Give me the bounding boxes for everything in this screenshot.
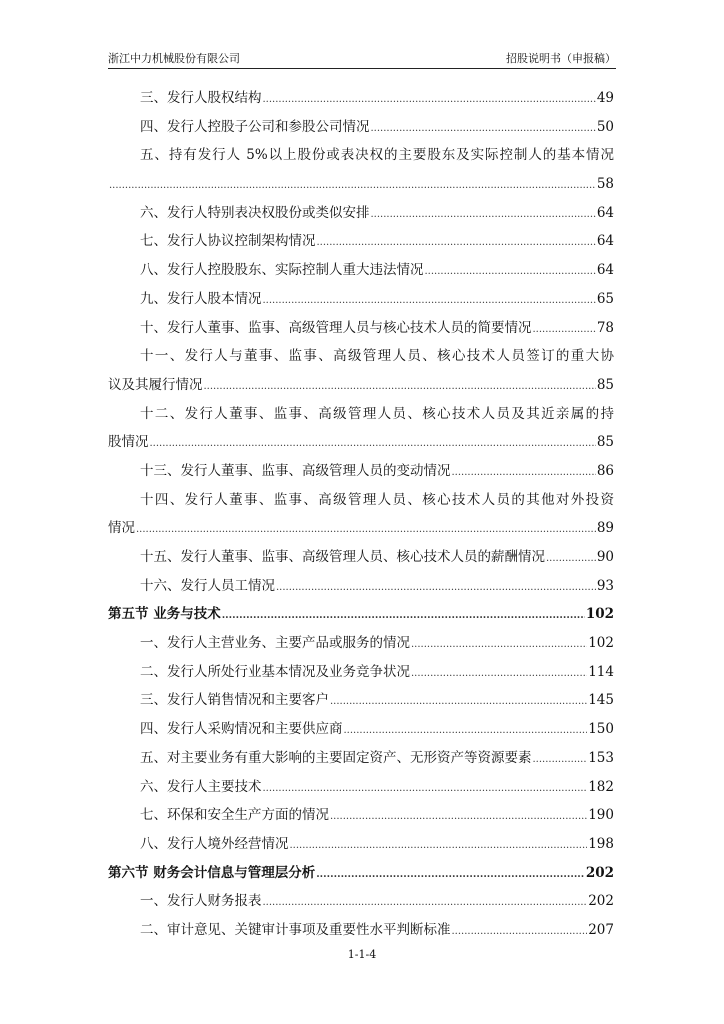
toc-entry-title: 议及其履行情况 (108, 376, 203, 393)
toc-page-number: 89 (596, 520, 614, 537)
toc-page-number: 102 (585, 606, 614, 623)
toc-chapter-title: 第五节 业务与技术 (108, 606, 221, 623)
toc-entry-title: 二、审计意见、关键审计事项及重要性水平判断标准 (140, 921, 451, 938)
toc-entry-title: 十三、发行人董事、监事、高级管理人员的变动情况 (140, 462, 451, 479)
toc-entry[interactable] (108, 543, 614, 572)
toc-leader-dots (263, 84, 596, 115)
toc-entry-title: 八、发行人控股股东、实际控制人重大违法情况 (140, 262, 424, 279)
toc-page-number: 64 (596, 262, 614, 279)
toc-leader-dots (317, 227, 596, 258)
toc-leader-dots (204, 371, 596, 402)
toc-entry[interactable] (108, 686, 614, 715)
toc-leader-dots (290, 830, 588, 861)
toc-page-number: 85 (596, 434, 614, 451)
toc-entry-title: 十五、发行人董事、监事、高级管理人员、核心技术人员的薪酬情况 (140, 549, 545, 565)
toc-leader-dots (371, 113, 596, 144)
table-of-contents (108, 84, 614, 945)
toc-entry-title: 九、发行人股本情况 (140, 290, 262, 307)
toc-page-number: 102 (588, 635, 614, 652)
toc-entry[interactable] (108, 629, 614, 658)
toc-entry[interactable] (108, 170, 614, 199)
toc-page-number: 198 (588, 835, 614, 852)
toc-page-number: 114 (588, 663, 614, 680)
toc-entry-title: 三、发行人销售情况和主要客户 (140, 692, 329, 709)
toc-entry-title: 五、持有发行人 5%以上股份或表决权的主要股东及实际控制人的基本情况 (140, 147, 614, 164)
toc-page-number: 65 (596, 290, 614, 307)
toc-entry-first-line[interactable] (108, 342, 614, 371)
toc-entry-title: 十六、发行人员工情况 (140, 577, 275, 594)
toc-entry-title: 八、发行人境外经营情况 (140, 835, 289, 852)
toc-leader-dots (546, 543, 596, 574)
toc-chapter[interactable] (108, 859, 614, 888)
toc-entry-title: 十四、发行人董事、监事、高级管理人员、核心技术人员的其他对外投资 (140, 491, 614, 508)
toc-entry-title: 一、发行人主营业务、主要产品或服务的情况 (140, 635, 410, 652)
toc-leader-dots (316, 859, 585, 890)
toc-leader-dots (344, 715, 588, 746)
toc-page-number: 64 (596, 204, 614, 221)
toc-entry[interactable] (108, 773, 614, 802)
toc-leader-dots (150, 428, 596, 459)
toc-entry-title: 四、发行人采购情况和主要供应商 (140, 721, 343, 738)
toc-entry[interactable] (108, 514, 614, 543)
page-number: 1-1-4 (347, 948, 377, 961)
toc-page-number: 190 (588, 807, 614, 824)
toc-page-number: 153 (588, 749, 614, 766)
toc-entry-first-line[interactable] (108, 141, 614, 170)
toc-entry-title: 五、对主要业务有重大影响的主要固定资产、无形资产等资源要素 (140, 749, 532, 766)
toc-entry[interactable] (108, 658, 614, 687)
toc-entry[interactable] (108, 887, 614, 916)
toc-chapter-title: 第六节 财务会计信息与管理层分析 (108, 864, 316, 881)
toc-entry[interactable] (108, 314, 614, 343)
toc-entry[interactable] (108, 916, 614, 945)
toc-page-number: 86 (596, 462, 614, 479)
toc-leader-dots (276, 572, 596, 603)
toc-leader-dots (425, 256, 596, 287)
toc-entry-title: 四、发行人控股子公司和参股公司情况 (140, 118, 370, 135)
toc-entry-title: 十一、发行人与董事、监事、高级管理人员、核心技术人员签订的重大协 (140, 348, 614, 365)
toc-entry[interactable] (108, 715, 614, 744)
toc-page-number: 78 (596, 319, 614, 336)
toc-entry[interactable] (108, 199, 614, 228)
toc-leader-dots (533, 314, 596, 345)
toc-leader-dots (533, 744, 588, 775)
page-header (108, 50, 616, 69)
toc-page-number: 145 (588, 692, 614, 709)
toc-leader-dots (452, 457, 596, 488)
toc-entry[interactable] (108, 285, 614, 314)
toc-entry[interactable] (108, 256, 614, 285)
toc-leader-dots (263, 285, 596, 316)
document-title: 招股说明书（申报稿） (506, 52, 616, 65)
toc-leader-dots (330, 686, 587, 717)
toc-entry[interactable] (108, 744, 614, 773)
toc-entry-first-line[interactable] (108, 486, 614, 515)
toc-entry-title: 三、发行人股权结构 (140, 90, 262, 106)
toc-entry-title: 六、发行人主要技术 (140, 778, 262, 795)
toc-page-number: 58 (596, 176, 614, 193)
toc-page-number: 93 (596, 577, 614, 594)
toc-leader-dots (330, 801, 587, 832)
toc-leader-dots (263, 773, 588, 804)
toc-entry[interactable] (108, 84, 614, 113)
toc-leader-dots (136, 514, 596, 545)
toc-page-number: 50 (596, 118, 614, 135)
toc-chapter[interactable] (108, 600, 614, 629)
toc-leader-dots (109, 170, 596, 201)
toc-entry[interactable] (108, 113, 614, 142)
toc-leader-dots (452, 916, 588, 947)
toc-page-number: 49 (596, 90, 614, 106)
toc-page-number: 182 (588, 778, 614, 795)
toc-entry-title: 十、发行人董事、监事、高级管理人员与核心技术人员的简要情况 (140, 319, 532, 336)
toc-page-number: 90 (596, 549, 614, 565)
toc-page-number: 202 (588, 893, 614, 910)
toc-leader-dots (222, 600, 585, 631)
toc-entry[interactable] (108, 227, 614, 256)
company-name: 浙江中力机械股份有限公司 (108, 52, 240, 65)
toc-entry[interactable] (108, 572, 614, 601)
toc-leader-dots (263, 887, 588, 918)
toc-leader-dots (371, 199, 596, 230)
toc-page-number: 85 (596, 376, 614, 393)
toc-entry[interactable] (108, 457, 614, 486)
toc-entry-title: 七、发行人协议控制架构情况 (140, 233, 316, 250)
toc-page-number: 207 (588, 921, 614, 938)
toc-entry-title: 情况 (108, 520, 135, 537)
toc-entry-first-line[interactable] (108, 400, 614, 429)
toc-leader-dots (411, 629, 587, 660)
toc-page-number: 64 (596, 233, 614, 250)
toc-entry-title: 股情况 (108, 434, 149, 451)
toc-entry-title: 十二、发行人董事、监事、高级管理人员、核心技术人员及其近亲属的持 (140, 405, 614, 422)
toc-entry[interactable] (108, 428, 614, 457)
toc-page-number: 150 (588, 721, 614, 738)
toc-entry-title: 七、环保和安全生产方面的情况 (140, 807, 329, 824)
toc-entry-title: 一、发行人财务报表 (140, 893, 262, 910)
toc-entry[interactable] (108, 801, 614, 830)
toc-entry-title: 二、发行人所处行业基本情况及业务竞争状况 (140, 663, 410, 680)
toc-entry[interactable] (108, 371, 614, 400)
toc-entry[interactable] (108, 830, 614, 859)
toc-leader-dots (411, 658, 587, 689)
toc-page-number: 202 (585, 864, 614, 881)
toc-entry-title: 六、发行人特别表决权股份或类似安排 (140, 204, 370, 221)
